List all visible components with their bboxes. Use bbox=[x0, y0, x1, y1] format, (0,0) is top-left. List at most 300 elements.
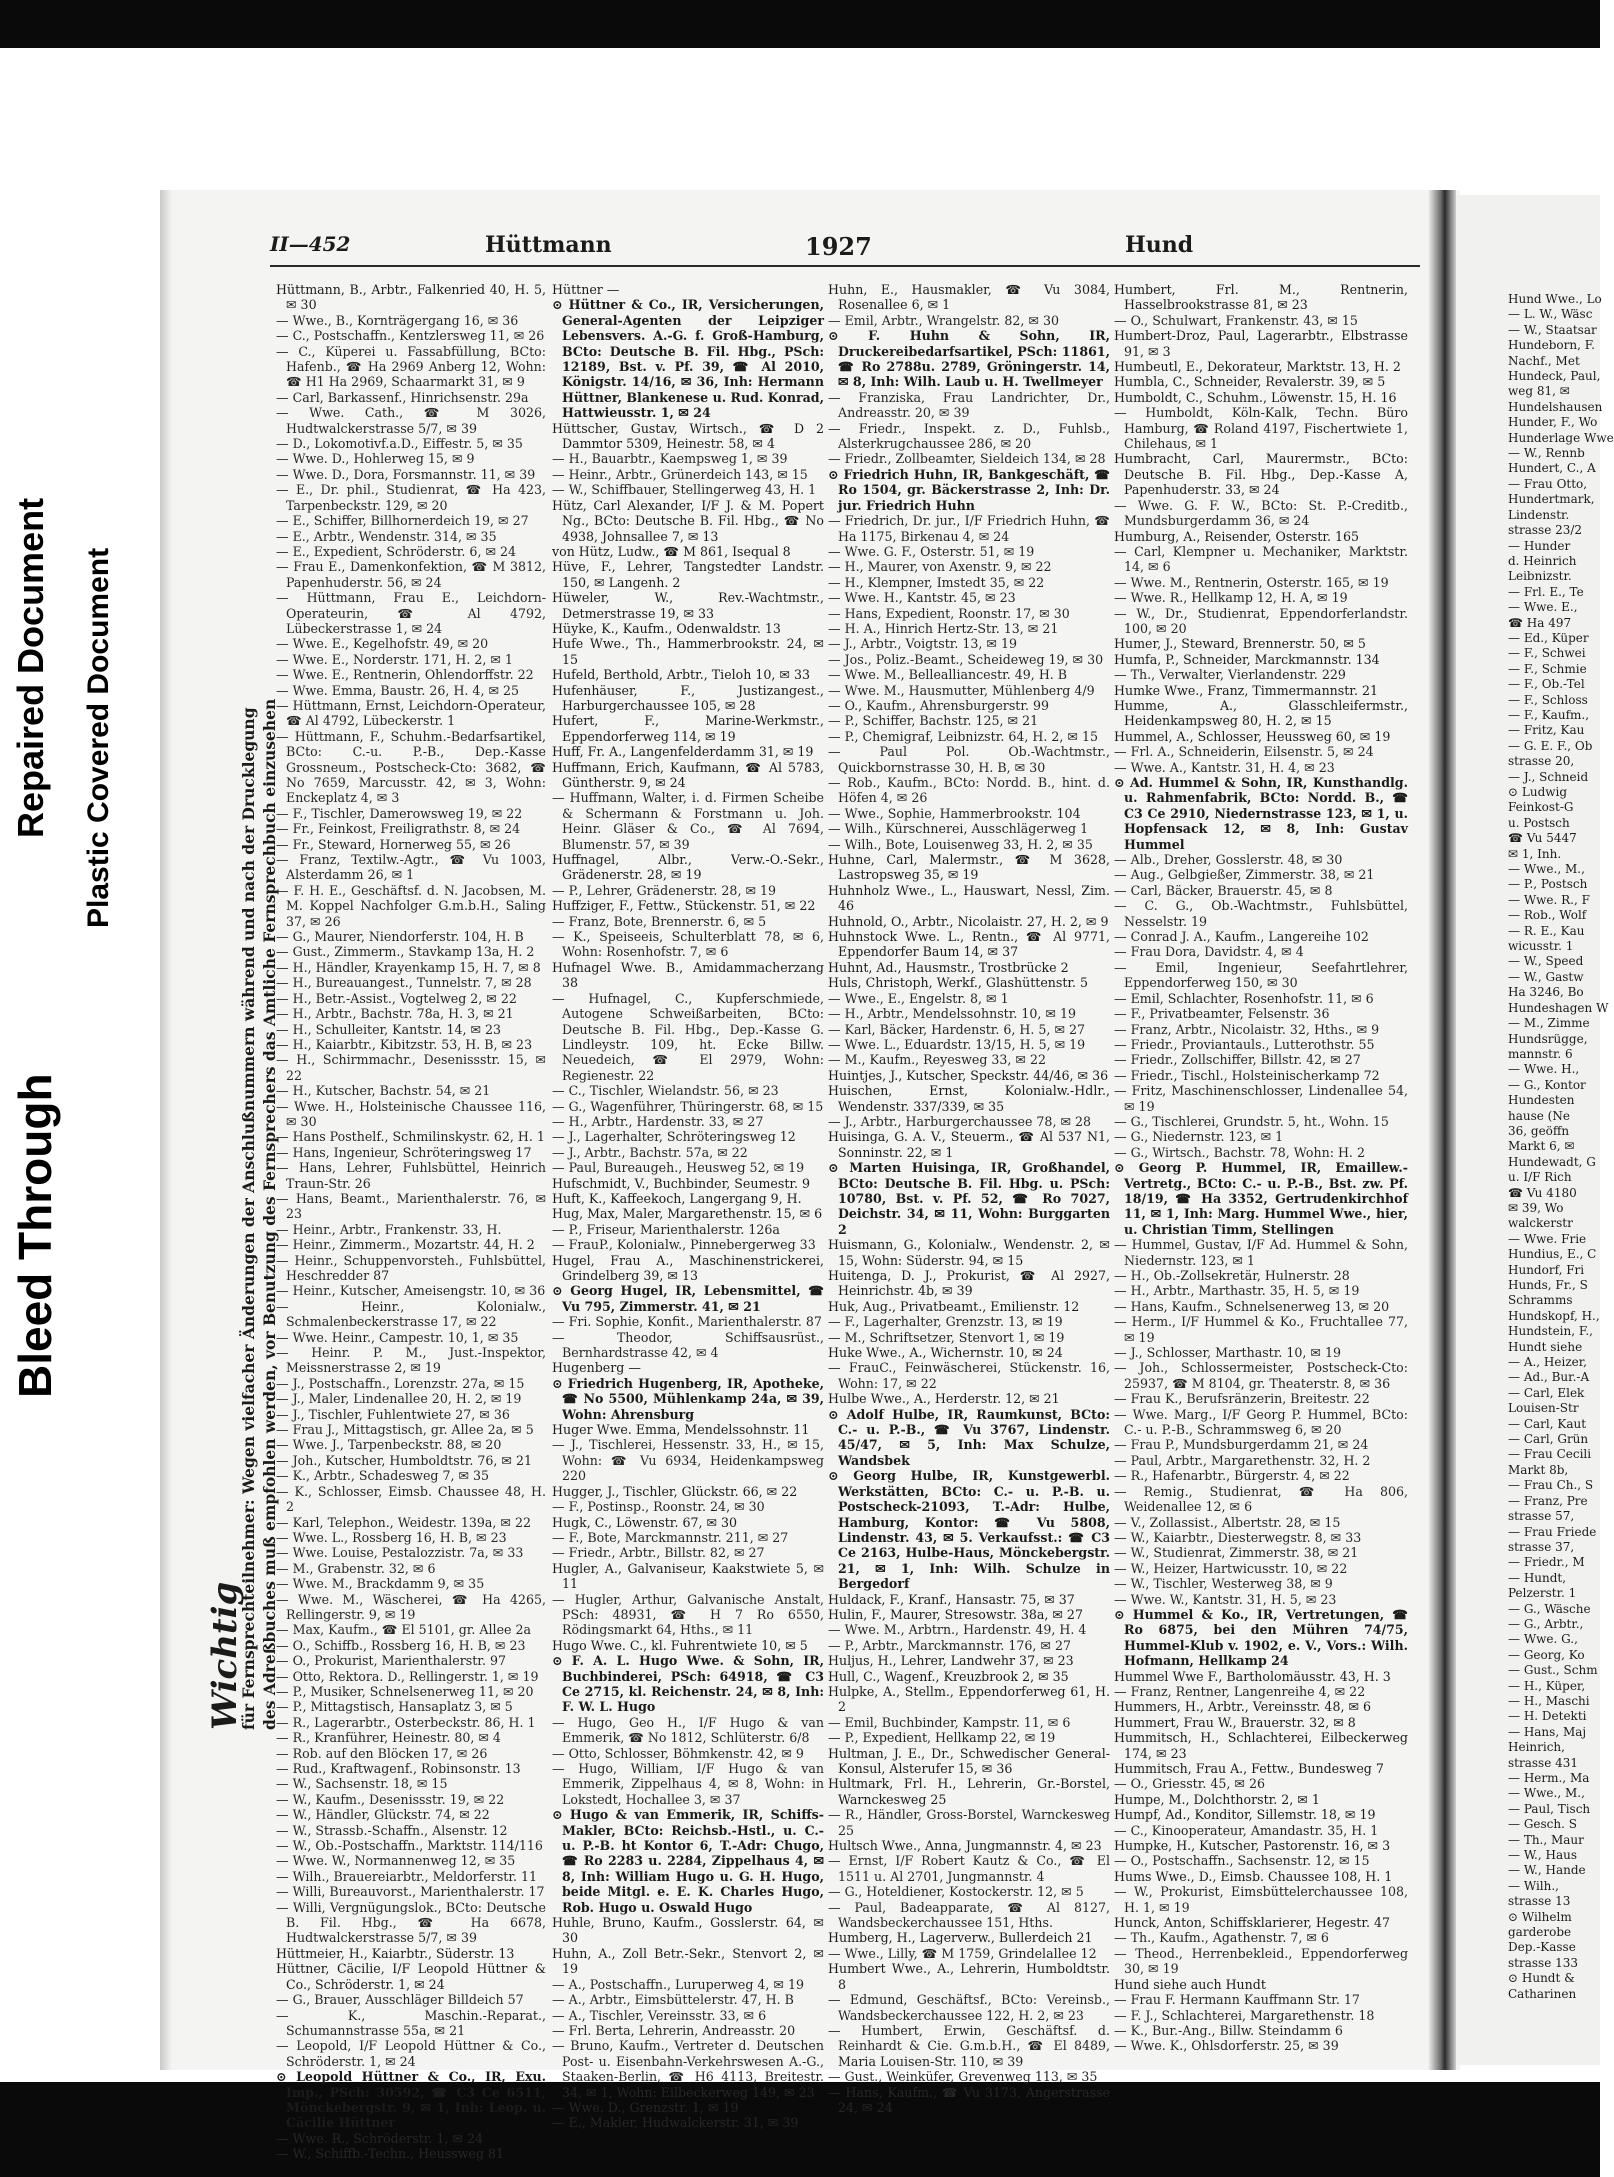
directory-entry: — Wwe. M., Wäscherei, ☎ Ha 4265, Rellingerstr. 9, ✉ 19 bbox=[276, 1591, 546, 1622]
directory-entry: — H., Arbtr., Hardenstr. 33, ✉ 27 bbox=[552, 1113, 764, 1129]
directory-entry: Huljus, H., Lehrer, Landwehr 37, ✉ 23 bbox=[828, 1653, 1074, 1669]
directory-entry: — Franz, Arbtr., Nicolaistr. 32, Hths., ✉ 9 bbox=[1114, 1021, 1380, 1037]
directory-entry: — Herm., I/F Hummel & Ko., Fruchtallee 77, ✉ 19 bbox=[1114, 1314, 1408, 1345]
directory-entry: — Wwe. Cath., ☎ M 3026, Hudtwalckerstrasse 5/7, ✉ 39 bbox=[276, 405, 546, 436]
directory-entry: — Wwe., B., Kornträgergang 16, ✉ 36 bbox=[276, 312, 519, 328]
next-page-entry: strasse 23/2 bbox=[1508, 523, 1583, 538]
directory-entry: — J., Tischler, Fuhlentwiete 27, ✉ 36 bbox=[276, 1406, 510, 1422]
next-page-entry: ☎ Vu 5447 bbox=[1508, 831, 1577, 846]
next-page-entry: — Ed., Küper bbox=[1508, 630, 1589, 645]
next-page-entry: Louisen-Str bbox=[1508, 1401, 1579, 1416]
directory-entry: Hüyke, K., Kaufm., Odenwaldstr. 13 bbox=[552, 620, 781, 636]
next-page-entry: — Th., Maur bbox=[1508, 1832, 1584, 1847]
directory-entry: — Friedr., Zollbeamter, Sieldeich 134, ✉ 28 bbox=[828, 451, 1106, 467]
next-page-entry: Ha 3246, Bo bbox=[1508, 985, 1584, 1000]
directory-entry: — Fritz, Maschinenschlosser, Lindenallee 54, ✉ 19 bbox=[1114, 1083, 1408, 1114]
directory-entry: — Wwe., Lilly, ☎ M 1759, Grindelallee 12 bbox=[828, 1945, 1097, 1961]
directory-entry: — Hüttmann, Ernst, Leichdorn-Operateur, ☎ Al 4792, Lübeckerstr. 1 bbox=[276, 697, 547, 729]
directory-entry: Hugk, C., Löwenstr. 67, ✉ 30 bbox=[552, 1514, 738, 1530]
directory-entry: — Theodor, Schiffsausrüst., Bernhardstrasse 42, ✉ 4 bbox=[552, 1329, 824, 1361]
next-page-entry: Pelzerstr. 1 bbox=[1508, 1586, 1577, 1601]
directory-entry: — E., Makler, Hudwalckerstr. 31, ✉ 39 bbox=[552, 2115, 799, 2131]
directory-entry: — Franz, Bote, Brennerstr. 6, ✉ 5 bbox=[552, 913, 767, 929]
directory-entry: Humme, A., Glasschleifermstr., Heidenkampsweg 80, H. 2, ✉ 15 bbox=[1114, 697, 1408, 729]
directory-entry: Huffnagel, Albr., Verw.-O.-Sekr., Grädenerstr. 28, ✉ 19 bbox=[552, 852, 824, 883]
next-page-entry: — Frl. E., Te bbox=[1508, 584, 1584, 599]
next-page-entry: Hundewadt, G bbox=[1508, 1154, 1596, 1169]
directory-entry: Humbert-Droz, Paul, Lagerarbtr., Elbstrasse 91, ✉ 3 bbox=[1114, 328, 1408, 359]
directory-entry: — Rob. auf den Blöcken 17, ✉ 26 bbox=[276, 1745, 488, 1761]
directory-entry: — Huffmann, Walter, i. d. Firmen Scheibe & Schermann & Forstmann u. Joh. Heinr. Gläser & Co., ☎ Al 7694, Blumenstr. 57, ✉ 39 bbox=[552, 790, 824, 852]
directory-entry: — Friedrich, Dr. jur., I/F Friedrich Huhn, ☎ Ha 1175, Birkenau 4, ✉ 24 bbox=[828, 513, 1110, 544]
directory-entry: Hüttner, Cäcilie, I/F Leopold Hüttner & Co., Schröderstr. 1, ✉ 24 bbox=[276, 1961, 546, 1992]
directory-entry: — Wwe. A., Kantstr. 31, H. 4, ✉ 23 bbox=[1114, 759, 1335, 775]
directory-entry: — Wwe. D., Dora, Forsmannstr. 11, ✉ 39 bbox=[276, 466, 536, 482]
next-page-entry: Dep.-Kasse bbox=[1508, 1940, 1576, 1955]
directory-entry: Humbert, Frl. M., Rentnerin, Hasselbrookstrasse 81, ✉ 23 bbox=[1114, 282, 1408, 313]
directory-entry: — G., Niedernstr. 123, ✉ 1 bbox=[1114, 1129, 1284, 1145]
next-page-entry: — Hans, Maj bbox=[1508, 1724, 1587, 1739]
directory-entry: Hüttmeier, H., Kaiarbtr., Süderstr. 13 bbox=[276, 1945, 515, 1961]
directory-entry: — Ernst, I/F Robert Kautz & Co., ☎ El 1511 u. Al 2701, Jungmannstr. 4 bbox=[828, 1853, 1110, 1884]
directory-entry: — Hans, Lehrer, Fuhlsbüttel, Heinrich Traun-Str. 26 bbox=[276, 1160, 546, 1191]
note-repaired-document: Repaired Document bbox=[10, 497, 51, 838]
directory-entry: — Hummel, Gustav, I/F Ad. Hummel & Sohn, Niedernstr. 123, ✉ 1 bbox=[1114, 1237, 1408, 1268]
directory-entry: — H., Ob.-Zollsekretär, Hulnerstr. 28 bbox=[1114, 1268, 1350, 1283]
directory-entry: — O., Schulwart, Frankenstr. 43, ✉ 15 bbox=[1114, 312, 1358, 328]
directory-entry: Huhnholz Wwe., L., Hauswart, Nessl, Zim. 46 bbox=[828, 882, 1110, 914]
next-page-entry: u. I/F Rich bbox=[1508, 1170, 1572, 1185]
directory-entry: — Frau E., Damenkonfektion, ☎ M 3812, Papenhuderstr. 56, ✉ 24 bbox=[276, 559, 546, 590]
directory-entry: — D., Lokomotivf.a.D., Eiffestr. 5, ✉ 35 bbox=[276, 436, 523, 452]
directory-entry: — C., Tischler, Wielandstr. 56, ✉ 23 bbox=[552, 1083, 779, 1099]
directory-entry: — W., Studienrat, Zimmerstr. 38, ✉ 21 bbox=[1114, 1545, 1359, 1561]
directory-entry: ⊙ F. A. L. Hugo Wwe. & Sohn, IR, Buchbinderei, PSch: 64918, ☎ C3 Ce 2715, kl. Reichenstr. 24, ✉ 8, Inh: F. W. L. Hugo bbox=[552, 1653, 824, 1715]
directory-entry: — Willi, Vergnügungslok., BCto: Deutsche B. Fil. Hbg., ☎ Ha 6678, Hudtwalckerstrasse 5/7, ✉ 39 bbox=[276, 1899, 546, 1946]
directory-entry: — Friedr., Tischl., Holsteinischerkamp 72 bbox=[1114, 1067, 1380, 1083]
directory-entry: — Wwe. E., Norderstr. 171, H. 2, ✉ 1 bbox=[276, 651, 513, 667]
directory-entry: Huhne, Carl, Malermstr., ☎ M 3628, Lastropsweg 35, ✉ 19 bbox=[828, 852, 1110, 883]
directory-entry: — Heinr. P. M., Just.-Inspektor, Meissnerstrasse 2, ✉ 19 bbox=[276, 1345, 546, 1376]
notice-title: Wichtig bbox=[205, 1581, 245, 1730]
next-page-entry: — G., Wäsche bbox=[1508, 1601, 1591, 1616]
directory-entry: Hüttscher, Gustav, Wirtsch., ☎ D 2 Dammtor 5309, Heinestr. 58, ✉ 4 bbox=[552, 420, 824, 452]
directory-entry: — J., Arbtr., Voigtstr. 13, ✉ 19 bbox=[828, 636, 1018, 652]
next-page-entry: — Friedr., M bbox=[1508, 1555, 1585, 1570]
directory-entry: Huintjes, J., Kutscher, Speckstr. 44/46, ✉ 36 bbox=[828, 1067, 1109, 1083]
directory-entry: — H., Bureauangest., Tunnelstr. 7, ✉ 28 bbox=[276, 975, 532, 991]
directory-entry: Hufe Wwe., Th., Hammerbrookstr. 24, ✉ 15 bbox=[552, 636, 824, 667]
next-page-entry: Heinrich, bbox=[1508, 1740, 1565, 1755]
directory-entry: — Gust., Weinküfer, Grevenweg 113, ✉ 35 bbox=[828, 2069, 1098, 2085]
next-page-entry: Hundesten bbox=[1508, 1093, 1575, 1108]
next-page-entry: Lindenstr. bbox=[1508, 507, 1570, 522]
directory-entry: Hufeld, Berthold, Arbtr., Tieloh 10, ✉ 33 bbox=[552, 667, 810, 683]
directory-entry: — Paul, Badeapparate, ☎ Al 8127, Wandsbeckerchaussee 151, Hths. bbox=[828, 1899, 1110, 1931]
directory-entry: — H., Maurer, von Axenstr. 9, ✉ 22 bbox=[828, 559, 1052, 575]
next-page-entry: Hundeck, Paul, bbox=[1508, 369, 1601, 384]
directory-entry: — Hans, Kaufm., ☎ Vu 3173, Angerstrasse 24, ✉ 24 bbox=[828, 2084, 1110, 2115]
directory-entry: Huhn, E., Hausmakler, ☎ Vu 3084, Rosenallee 6, ✉ 1 bbox=[828, 282, 1110, 313]
directory-entry: — H., Arbtr., Mendelssohnstr. 10, ✉ 19 bbox=[828, 1006, 1076, 1022]
directory-entry: — Wwe. H., Kantstr. 45, ✉ 23 bbox=[828, 590, 1016, 606]
next-page-entry: — Frau Otto, bbox=[1508, 476, 1588, 491]
next-page-entry: — Wwe. H., bbox=[1508, 1062, 1580, 1077]
directory-entry: Humpke, H., Kutscher, Pastorenstr. 16, ✉ 3 bbox=[1114, 1838, 1391, 1854]
next-page-entry: Hundsrügge, bbox=[1508, 1031, 1588, 1046]
overlay-notes bbox=[0, 48, 150, 2082]
directory-entry: — R., Lagerarbtr., Osterbeckstr. 86, H. 1 bbox=[276, 1714, 536, 1730]
next-page-entry: — P., Postsch bbox=[1508, 877, 1588, 892]
directory-entry: — M., Grabenstr. 32, ✉ 6 bbox=[276, 1560, 436, 1576]
directory-entry: Humberg, H., Lagerverw., Bullerdeich 21 bbox=[828, 1930, 1093, 1946]
directory-entry: ⊙ Leopold Hüttner & Co., IR, Exu. Imp., PSch: 30592, ☎ C3 Ce 6511, Mönckebergstr. 9, ✉ 1, Inh: Leop. u. Cäcilie Hüttner bbox=[276, 2069, 546, 2131]
directory-entry: — Wwe. R., Hellkamp 12, H. A, ✉ 19 bbox=[1114, 590, 1348, 606]
directory-column-1 bbox=[276, 282, 547, 2162]
next-page-entry: — R. E., Kau bbox=[1508, 923, 1585, 938]
next-page-entry: — Carl, Kaut bbox=[1508, 1416, 1587, 1431]
directory-entry: — Wwe. M., Bellealliancestr. 49, H. B bbox=[828, 667, 1068, 683]
directory-entry: — Theod., Herrenbekleid., Eppendorferweg 30, ✉ 19 bbox=[1114, 1945, 1408, 1977]
directory-entry: Huldack, F., Kranf., Hansastr. 75, ✉ 37 bbox=[828, 1591, 1075, 1607]
directory-entry: — Wwe. L., Eduardstr. 13/15, H. 5, ✉ 19 bbox=[828, 1036, 1086, 1052]
directory-entry: — P., Schiffer, Bachstr. 125, ✉ 21 bbox=[828, 713, 1039, 729]
next-page-entry: Leibnizstr. bbox=[1508, 569, 1572, 584]
header-rule bbox=[270, 265, 1420, 267]
directory-entry: Huke Wwe., A., Wichernstr. 10, ✉ 24 bbox=[828, 1345, 1063, 1361]
directory-entry: Hulin, F., Maurer, Stresowstr. 38a, ✉ 27 bbox=[828, 1606, 1083, 1622]
directory-entry: — Wwe. E., Rentnerin, Ohlendorffstr. 22 bbox=[276, 667, 534, 683]
directory-entry: — Hans Posthelf., Schmilinskystr. 62, H. 1 bbox=[276, 1129, 545, 1145]
directory-entry: — O., Schiffb., Rossberg 16, H. B, ✉ 23 bbox=[276, 1637, 526, 1653]
directory-entry: Hüweler, W., Rev.-Wachtmstr., Detmerstrasse 19, ✉ 33 bbox=[552, 590, 824, 621]
directory-entry: — H., Händler, Krayenkamp 15, H. 7, ✉ 8 bbox=[276, 959, 541, 975]
directory-entry: — Edmund, Geschäftsf., BCto: Vereinsb., Wandsbeckerchaussee 122, H. 2, ✉ 23 bbox=[828, 1992, 1110, 2023]
directory-entry: — F., Postinsp., Roonstr. 24, ✉ 30 bbox=[552, 1499, 765, 1515]
directory-entry: — Hans, Kaufm., Schnelsenerweg 13, ✉ 20 bbox=[1114, 1298, 1390, 1314]
directory-entry: — Otto, Rektora. D., Rellingerstr. 1, ✉ 19 bbox=[276, 1668, 539, 1684]
directory-entry: — F., Privatbeamter, Felsenstr. 36 bbox=[1114, 1006, 1330, 1022]
directory-entry: — Th., Verwalter, Vierlandenstr. 229 bbox=[1114, 667, 1346, 683]
directory-entry: — Heinr., Schuppenvorsteh., Fuhlsbüttel, Heschredder 87 bbox=[276, 1252, 546, 1283]
directory-entry: — Wwe. W., Kantstr. 31, H. 5, ✉ 23 bbox=[1114, 1591, 1337, 1607]
directory-entry: Huischen, Ernst, Kolonialw.-Hdlr., Wendenstr. 337/339, ✉ 35 bbox=[828, 1083, 1110, 1114]
next-page-entry: — Frau Friede bbox=[1508, 1524, 1597, 1539]
next-page-entry: — Wilh., bbox=[1508, 1878, 1559, 1893]
directory-entry: — Bruno, Kaufm., Vertreter d. Deutschen Post- u. Eisenbahn-Verkehrswesen A.-G., Staaken-Berlin, ☎ H6 4113, Breitestr. 34, ✉ 1, Wohn: Eilbeckerweg 149, ✉ 23 bbox=[552, 2038, 824, 2100]
directory-entry: — E., Schiffer, Billhornerdeich 19, ✉ 27 bbox=[276, 513, 529, 529]
directory-entry: Humbeutl, E., Dekorateur, Marktstr. 13, H. 2 bbox=[1114, 359, 1401, 375]
directory-entry: Hummers, H., Arbtr., Vereinsstr. 48, ✉ 6 bbox=[1114, 1699, 1372, 1715]
directory-entry: Humfa, P., Schneider, Marckmannstr. 134 bbox=[1114, 651, 1380, 667]
directory-entry: — W., Schiffbauer, Stellingerweg 43, H. 1 bbox=[552, 482, 817, 498]
directory-entry: — W., Kaufm., Desenissstr. 19, ✉ 22 bbox=[276, 1791, 505, 1807]
directory-entry: Humbert Wwe., A., Lehrerin, Humboldtstr. 8 bbox=[828, 1961, 1110, 1992]
next-page-entry: 36, geöffn bbox=[1508, 1123, 1570, 1138]
directory-entry: — Friedr., Proviantauls., Lutterothstr. 55 bbox=[1114, 1036, 1375, 1052]
directory-entry: — Wwe. D., Grenzstr. 1, ✉ 19 bbox=[552, 2099, 739, 2115]
directory-entry: Huffmann, Erich, Kaufmann, ☎ Al 5783, Güntherstr. 9, ✉ 24 bbox=[552, 759, 824, 790]
next-page-entry: Hundert, C., A bbox=[1508, 461, 1596, 476]
directory-entry: — F. H. E., Geschäftsf. d. N. Jacobsen, M. M. Koppel Nachfolger G.m.b.H., Saling 37, ✉ 26 bbox=[276, 882, 546, 929]
directory-entry: — A., Tischler, Vereinsstr. 33, ✉ 6 bbox=[552, 2007, 767, 2023]
directory-entry: Huhnt, Ad., Hausmstr., Trostbrücke 2 bbox=[828, 959, 1069, 975]
directory-entry: — Emil, Ingenieur, Seefahrtlehrer, Eppendorferweg 150, ✉ 30 bbox=[1114, 959, 1408, 991]
directory-entry: — Aug., Gelbgießer, Zimmerstr. 38, ✉ 21 bbox=[1114, 867, 1375, 883]
directory-entry: Hugo Wwe. C., kl. Fuhrentwiete 10, ✉ 5 bbox=[552, 1637, 808, 1653]
directory-entry: Hummitsch, H., Schlachterei, Eilbeckerweg 174, ✉ 23 bbox=[1114, 1730, 1408, 1761]
directory-entry: — Emil, Buchbinder, Kampstr. 11, ✉ 6 bbox=[828, 1714, 1071, 1730]
notice-line-1: für Fernsprechteilnehmer: Wegen vielfacher Änderungen der Anschlußnummern während und nach der Drucklegung bbox=[239, 707, 258, 1730]
directory-entry: — P., Expedient, Hellkamp 22, ✉ 19 bbox=[828, 1730, 1056, 1746]
directory-entry: Hufert, F., Marine-Werkmstr., Eppendorferweg 114, ✉ 19 bbox=[552, 713, 824, 744]
directory-entry: — Hüttmann, Frau E., Leichdorn-Operateurin, ☎ Al 4792, Lübeckerstrasse 1, ✉ 24 bbox=[276, 590, 546, 636]
next-page-entry: — F., Schwei bbox=[1508, 646, 1586, 661]
directory-entry: — A., Postschaffn., Luruperweg 4, ✉ 19 bbox=[552, 1976, 805, 1992]
next-page-entry: strasse 133 bbox=[1508, 1955, 1579, 1970]
directory-entry: — Frau F. Hermann Kauffmann Str. 17 bbox=[1114, 1992, 1360, 2008]
directory-entry: — Heinr., Kutscher, Ameisengstr. 10, ✉ 36 bbox=[276, 1283, 546, 1299]
next-page-entry: strasse 431 bbox=[1508, 1755, 1579, 1770]
directory-entry: — J., Postschaffn., Lorenzstr. 27a, ✉ 15 bbox=[276, 1375, 525, 1391]
next-page-entry: — Georg, Ko bbox=[1508, 1647, 1585, 1662]
note-bleed-through: Bleed Through bbox=[9, 1073, 61, 1398]
directory-entry: — Heinr., Kolonialw., Schmalenbeckerstrasse 17, ✉ 22 bbox=[276, 1298, 546, 1330]
directory-entry: — Franz, Rentner, Langenreihe 4, ✉ 22 bbox=[1114, 1683, 1366, 1699]
directory-entry: — Wwe. L., Rossberg 16, H. B, ✉ 23 bbox=[276, 1529, 507, 1545]
directory-entry: — Wilh., Kürschnerei, Ausschlägerweg 1 bbox=[828, 821, 1089, 837]
directory-entry: — W., Dr., Studienrat, Eppendorferlandstr. 100, ✉ 20 bbox=[1114, 605, 1408, 636]
directory-entry: — H., Bauarbtr., Kaempsweg 1, ✉ 39 bbox=[552, 451, 788, 467]
directory-entry: — Wwe. M., Hausmutter, Mühlenberg 4/9 bbox=[828, 682, 1095, 698]
directory-entry: Hummel Wwe F., Bartholomäusstr. 43, H. 3 bbox=[1114, 1668, 1391, 1684]
directory-entry: ⊙ Hüttner & Co., IR, Versicherungen, General-Agenten der Leipziger Lebensvers. A.-G. f. Groß-Hamburg, BCto: Deutsche B. Fil. Hbg., PSch: 12189, Bst. v. Pf. 39, ☎ Al 2010, Königstr. 14/16, ✉ 36, Inh: Hermann Hüttner, Blankenese u. Rud. Konrad, Hattwieusstr. 1, ✉ 24 bbox=[552, 297, 824, 421]
directory-entry: Hummel, A., Schlosser, Heussweg 60, ✉ 19 bbox=[1114, 728, 1391, 744]
directory-entry: Hultmark, Frl. H., Lehrerin, Gr.-Borstel, Warnckesweg 25 bbox=[828, 1776, 1110, 1807]
directory-entry: — Gust., Zimmerm., Stavkamp 13a, H. 2 bbox=[276, 944, 535, 960]
next-page-entry: — Gust., Schm bbox=[1508, 1663, 1598, 1678]
directory-entry: — Wwe. Emma, Baustr. 26, H. 4, ✉ 25 bbox=[276, 682, 520, 698]
next-page-entry: Nachf., Met bbox=[1508, 353, 1580, 368]
directory-entry: — Remig., Studienrat, ☎ Ha 806, Weidenallee 12, ✉ 6 bbox=[1114, 1483, 1408, 1515]
directory-entry: — Frl. Berta, Lehrerin, Andreasstr. 20 bbox=[552, 2022, 796, 2038]
directory-entry: — Conrad J. A., Kaufm., Langereihe 102 bbox=[1114, 929, 1369, 945]
directory-entry: — H., Arbtr., Bachstr. 78a, H. 3, ✉ 21 bbox=[276, 1006, 514, 1022]
next-page-entry: Hundt siehe bbox=[1508, 1339, 1583, 1354]
directory-entry: — K., Bur.-Ang., Billw. Steindamm 6 bbox=[1114, 2022, 1343, 2038]
directory-entry: Huk, Aug., Privatbeamt., Emilienstr. 12 bbox=[828, 1298, 1080, 1314]
next-page-entry: u. Postsch bbox=[1508, 815, 1570, 830]
next-page-entry: — M., Zimme bbox=[1508, 1016, 1590, 1031]
directory-entry: Hugger, J., Tischler, Glückstr. 66, ✉ 22 bbox=[552, 1483, 798, 1499]
directory-entry: — Frau Dora, Davidstr. 4, ✉ 4 bbox=[1114, 944, 1304, 960]
directory-entry: — Heinr., Arbtr., Frankenstr. 33, H. bbox=[276, 1221, 502, 1237]
page-edge-shadow bbox=[160, 190, 172, 2070]
directory-entry: — Hans, Beamt., Marienthalerstr. 76, ✉ 23 bbox=[276, 1190, 546, 1222]
directory-entry: — Carl, Klempner u. Mechaniker, Marktstr. 14, ✉ 6 bbox=[1114, 543, 1408, 575]
directory-entry: — Alb., Dreher, Gosslerstr. 48, ✉ 30 bbox=[1114, 852, 1343, 868]
directory-entry: Hultman, J. E., Dr., Schwedischer General-Konsul, Alsterufer 15, ✉ 36 bbox=[828, 1745, 1110, 1776]
directory-entry: — Paul, Bureaugeh., Heusweg 52, ✉ 19 bbox=[552, 1160, 805, 1176]
directory-entry: — Paul, Arbtr., Margarethenstr. 32, H. 2 bbox=[1114, 1452, 1371, 1468]
next-page-entry: Hunds, Fr., S bbox=[1508, 1278, 1588, 1292]
directory-entry: — Frau J., Mittagstisch, gr. Allee 2a, ✉ 5 bbox=[276, 1422, 534, 1438]
directory-entry: — FrauP., Kolonialw., Pinnebergerweg 33 bbox=[552, 1237, 816, 1253]
directory-entry: — Joh., Kutscher, Humboldtstr. 76, ✉ 21 bbox=[276, 1452, 532, 1468]
directory-entry: Hulpke, A., Stellm., Eppendorferweg 61, H. 2 bbox=[828, 1683, 1110, 1715]
directory-entry: ⊙ Adolf Hulbe, IR, Raumkunst, BCto: C.- u. P.-B., ☎ Vu 3767, Lindenstr. 45/47, ✉ 5, Inh: Max Schulze, Wandsbek bbox=[828, 1406, 1110, 1468]
directory-entry: ⊙ Georg Hulbe, IR, Kunstgewerbl. Werkstätten, BCto: C.- u. P.-B. u. Postscheck-21093, T.-Adr: Hulbe, Hamburg, Kontor: ☎ Vu 5808, Lindenstr. 43, ✉ 5. Verkaufsst.: ☎ C3 Ce 2163, Hulbe-Haus, Mönckebergstr. 21, ✉ 1, Inh: Wilh. Schulze in Bergedorf bbox=[828, 1468, 1110, 1592]
directory-entry: Hunck, Anton, Schiffsklarierer, Hegestr. 47 bbox=[1114, 1915, 1391, 1931]
directory-entry: — C., Postschaffn., Kentzlersweg 11, ✉ 26 bbox=[276, 328, 545, 344]
next-page-entry: — Wwe. R., F bbox=[1508, 892, 1590, 907]
directory-entry: — Wwe. J., Tarpenbeckstr. 88, ✉ 20 bbox=[276, 1437, 502, 1453]
directory-entry: — R., Hafenarbtr., Bürgerstr. 4, ✉ 22 bbox=[1114, 1468, 1350, 1484]
directory-entry: — Leopold, I/F Leopold Hüttner & Co., Schröderstr. 1, ✉ 24 bbox=[276, 2038, 546, 2069]
next-page-entry: Hund Wwe., Lo bbox=[1508, 292, 1602, 306]
directory-entry: Huhn, A., Zoll Betr.-Sekr., Stenvort 2, ✉ 19 bbox=[552, 1945, 824, 1977]
directory-entry: — H., Arbtr., Marthastr. 35, H. 5, ✉ 19 bbox=[1114, 1283, 1360, 1299]
directory-entry: — P., Chemigraf, Leibnizstr. 64, H. 2, ✉ 15 bbox=[828, 728, 1098, 744]
directory-entry: — K., Arbtr., Schadesweg 7, ✉ 35 bbox=[276, 1468, 490, 1484]
directory-entry: — Wilh., Bote, Louisenweg 33, H. 2, ✉ 35 bbox=[828, 836, 1093, 852]
next-page-entry: d. Heinrich bbox=[1508, 553, 1577, 568]
directory-entry: — H., Schulleiter, Kantstr. 14, ✉ 23 bbox=[276, 1021, 502, 1037]
next-page-entry: — W., Staatsar bbox=[1508, 322, 1597, 337]
directory-entry: — F. J., Schlachterei, Margarethenstr. 18 bbox=[1114, 2007, 1375, 2023]
directory-entry: — Emil, Arbtr., Wrangelstr. 82, ✉ 30 bbox=[828, 312, 1060, 328]
directory-entry: — E., Arbtr., Wendenstr. 314, ✉ 35 bbox=[276, 528, 497, 544]
directory-entry: — Wwe., E., Engelstr. 8, ✉ 1 bbox=[828, 990, 1009, 1006]
directory-entry: — Carl, Bäcker, Brauerstr. 45, ✉ 8 bbox=[1114, 882, 1333, 898]
directory-entry: — Wwe. G. F. W., BCto: St. P.-Creditb., Mundsburgerdamm 36, ✉ 24 bbox=[1114, 497, 1408, 529]
directory-entry: Hultsch Wwe., Anna, Jungmannstr. 4, ✉ 23 bbox=[828, 1838, 1102, 1854]
next-page-entry: — F., Kaufm., bbox=[1508, 707, 1590, 722]
next-page-entry: — Rob., Wolf bbox=[1508, 908, 1587, 923]
directory-entry: Humer, J., Steward, Brennerstr. 50, ✉ 5 bbox=[1114, 636, 1366, 652]
next-page-entry: ✉ 1, Inh. bbox=[1508, 846, 1562, 861]
directory-entry: — Rob., Kaufm., BCto: Nordd. B., hint. d. Höfen 4, ✉ 26 bbox=[828, 775, 1110, 806]
directory-entry: — J., Schlosser, Marthastr. 10, ✉ 19 bbox=[1114, 1345, 1341, 1361]
directory-entry: — Willi, Bureauvorst., Marienthalerstr. 17 bbox=[276, 1884, 545, 1900]
directory-entry: Hufnagel Wwe. B., Amidammacherzang 38 bbox=[552, 959, 824, 991]
directory-entry: — Wwe. G. F., Osterstr. 51, ✉ 19 bbox=[828, 543, 1035, 559]
directory-entry: — Otto, Schlosser, Böhmkenstr. 42, ✉ 9 bbox=[552, 1745, 804, 1761]
directory-entry: — J., Arbtr., Harburgerchaussee 78, ✉ 28 bbox=[828, 1113, 1092, 1129]
directory-entry: — W., Sachsenstr. 18, ✉ 15 bbox=[276, 1776, 448, 1792]
directory-entry: — Wwe. Marg., I/F Georg P. Hummel, BCto: C.- u. P.-B., Schrammsweg 6, ✉ 20 bbox=[1114, 1406, 1408, 1438]
directory-entry: — Th., Kaufm., Agathenstr. 7, ✉ 6 bbox=[1114, 1930, 1329, 1946]
next-page-entry: — Hunder bbox=[1508, 538, 1571, 553]
directory-entry: — Franziska, Frau Landrichter, Dr., Andreasstr. 20, ✉ 39 bbox=[828, 389, 1110, 421]
scan-border-top bbox=[0, 0, 1600, 48]
directory-entry: Humpe, M., Dolchthorstr. 2, ✉ 1 bbox=[1114, 1791, 1320, 1807]
next-page-entry: walckerstr bbox=[1508, 1216, 1573, 1231]
next-page-entry: Hundorf, Fri bbox=[1508, 1262, 1585, 1277]
directory-entry: Huff, Fr. A., Langenfelderdamm 31, ✉ 19 bbox=[552, 744, 814, 760]
directory-entry: ⊙ Marten Huisinga, IR, Großhandel, BCto: Deutsche B. Fil. Hbg. u. PSch: 10780, Bst. v. Pf. 52, ☎ Ro 7027, Deichstr. 34, ✉ 11, Wohn: Burggarten 2 bbox=[828, 1160, 1110, 1237]
directory-entry: — C. G., Ob.-Wachtmstr., Fuhlsbüttel, Nesselstr. 19 bbox=[1114, 898, 1408, 929]
next-page-entry: ☎ Vu 4180 bbox=[1508, 1185, 1577, 1200]
directory-entry: Huft, K., Kaffeekoch, Langergang 9, H. bbox=[552, 1190, 802, 1206]
directory-entry: — Jos., Poliz.-Beamt., Scheideweg 19, ✉ 30 bbox=[828, 651, 1104, 667]
directory-entry: — Wwe. M., Rentnerin, Osterstr. 165, ✉ 19 bbox=[1114, 574, 1389, 590]
directory-entry: — Wwe. M., Arbtrn., Hardenstr. 49, H. 4 bbox=[828, 1622, 1087, 1638]
next-page-entry: — Wwe., M., bbox=[1508, 1786, 1585, 1801]
directory-entry: ⊙ Georg P. Hummel, IR, Emaillew.-Vertretg., BCto: C.- u. P.-B., Bst. zw. Pf. 18/19, ☎ Ha 3352, Gertrudenkirchhof 11, ✉ 1, Inh: Marg. Hummel Wwe., hier, u. Christian Timm, Stellingen bbox=[1114, 1160, 1408, 1237]
directory-entry: ⊙ Ad. Hummel & Sohn, IR, Kunsthandlg. u. Rahmenfabrik, BCto: Nordd. B., ☎ C3 Ce 2910, Niedernstrasse 123, ✉ 1, u. Hopfensack 12, ✉ 8, Inh: Gustav Hummel bbox=[1114, 775, 1408, 852]
next-page-entry: — Ad., Bur.-A bbox=[1508, 1370, 1590, 1385]
directory-entry: — Fr., Feinkost, Freiligrathstr. 8, ✉ 24 bbox=[276, 821, 521, 837]
directory-entry: — Hufnagel, C., Kupferschmiede, Autogene Schweißarbeiten, BCto: Deutsche B. Fil. Hbg., Dep.-Kasse G. Lindleystr. 109, ht. Ecke Billw. Neuedeich, ☎ El 2979, Wohn: Regienestr. 22 bbox=[552, 990, 824, 1083]
directory-entry: ⊙ Friedrich Hugenberg, IR, Apotheke, ☎ No 5500, Mühlenkamp 24a, ✉ 39, Wohn: Ahrensburg bbox=[552, 1375, 824, 1422]
directory-entry: Hugler, A., Galvaniseur, Kaakstwiete 5, ✉ 11 bbox=[552, 1560, 824, 1592]
directory-entry: Huismann, G., Kolonialw., Wendenstr. 2, ✉ 15, Wohn: Süderstr. 94, ✉ 15 bbox=[828, 1237, 1110, 1268]
directory-entry: — Fr., Steward, Hornerweg 55, ✉ 26 bbox=[276, 836, 511, 852]
note-plastic-covered: Plastic Covered Document bbox=[82, 547, 115, 928]
directory-entry: — Carl, Barkassenf., Hinrichsenstr. 29a bbox=[276, 389, 529, 405]
last-entry-name: Hund bbox=[1125, 232, 1194, 258]
directory-entry: ⊙ Hugo & van Emmerik, IR, Schiffs-Makler, BCto: Reichsb.-Hstl., u. C.- u. P.-B. ht Kontor 6, T.-Adr: Chugo, ☎ Ro 2283 u. 2284, Zippelhaus 4, ✉ 8, Inh: William Hugo u. G. H. Hugo, beide Mitgl. e. E. K. Charles Hugo, Rob. Hugo u. Oswald Hugo bbox=[552, 1807, 824, 1915]
directory-entry: — F., Bote, Marckmannstr. 211, ✉ 27 bbox=[552, 1529, 789, 1545]
directory-entry: — G., Brauer, Ausschläger Billdeich 57 bbox=[276, 1992, 524, 2008]
directory-entry: — H. A., Hinrich Hertz-Str. 13, ✉ 21 bbox=[828, 620, 1059, 636]
directory-entry: — P., Friseur, Marienthalerstr. 126a bbox=[552, 1221, 780, 1237]
directory-entry: — Hans, Expedient, Roonstr. 17, ✉ 30 bbox=[828, 605, 1070, 621]
directory-entry: Huls, Christoph, Werkf., Glashüttenstr. 5 bbox=[828, 975, 1089, 991]
next-page-entry: — L. W., Wäsc bbox=[1508, 307, 1593, 322]
directory-entry: Hums Wwe., D., Eimsb. Chaussee 108, H. 1 bbox=[1114, 1868, 1393, 1884]
next-page-entry: — Franz, Pre bbox=[1508, 1493, 1588, 1508]
next-page-entry: Catharinen bbox=[1508, 1986, 1577, 2001]
directory-entry: — Friedr., Inspekt. z. D., Fuhlsb., Alsterkrugchaussee 286, ✉ 20 bbox=[828, 420, 1110, 452]
directory-entry: Humbla, C., Schneider, Revalerstr. 39, ✉ 5 bbox=[1114, 374, 1386, 390]
directory-entry: Humpf, Ad., Konditor, Sillemstr. 18, ✉ 19 bbox=[1114, 1807, 1376, 1823]
directory-entry: — O., Prokurist, Marienthalerstr. 97 bbox=[276, 1653, 506, 1669]
directory-entry: Huhnold, O., Arbtr., Nicolaistr. 27, H. 2, ✉ 9 bbox=[828, 913, 1109, 929]
directory-entry: — P., Musiker, Schnelsenerweg 11, ✉ 20 bbox=[276, 1683, 534, 1699]
directory-entry: — W., Tischler, Westerweg 38, ✉ 9 bbox=[1114, 1576, 1333, 1592]
directory-entry: — Paul Pol. Ob.-Wachtmstr., Quickbornstrasse 30, H. B, ✉ 30 bbox=[828, 744, 1110, 775]
directory-entry: Huger Wwe. Emma, Mendelssohnstr. 11 bbox=[552, 1422, 810, 1438]
directory-entry: Hufschmidt, V., Buchbinder, Seumestr. 9 bbox=[552, 1175, 811, 1191]
directory-entry: ⊙ Friedrich Huhn, IR, Bankgeschäft, ☎ Ro 1504, gr. Bäckerstrasse 2, Inh: Dr. jur. Friedrich Huhn bbox=[828, 466, 1110, 513]
directory-entry: — Emil, Schlachter, Rosenhofstr. 11, ✉ 6 bbox=[1114, 990, 1374, 1006]
next-page-entry: strasse 20, bbox=[1508, 754, 1575, 769]
next-page-entry: strasse 57, bbox=[1508, 1509, 1575, 1524]
directory-entry: — C., Kinooperateur, Amandastr. 35, H. 1 bbox=[1114, 1822, 1379, 1838]
directory-entry: Huitenga, D. J., Prokurist, ☎ Al 2927, Heinrichstr. 4b, ✉ 39 bbox=[828, 1268, 1110, 1299]
next-page-entry: Schramms bbox=[1508, 1293, 1573, 1308]
directory-entry: Hugel, Frau A., Maschinenstrickerei, Grindelberg 39, ✉ 13 bbox=[552, 1252, 824, 1283]
directory-entry: — Wwe. M., Brackdamm 9, ✉ 35 bbox=[276, 1576, 485, 1592]
directory-entry: — Wwe. W., Normannenweg 12, ✉ 35 bbox=[276, 1853, 516, 1869]
next-page-entry: strasse 13 bbox=[1508, 1894, 1571, 1909]
directory-entry: Huhle, Bruno, Kaufm., Gosslerstr. 64, ✉ 30 bbox=[552, 1915, 824, 1946]
directory-entry: — M., Schriftsetzer, Stenvort 1, ✉ 19 bbox=[828, 1329, 1065, 1345]
directory-entry: — A., Arbtr., Eimsbüttelerstr. 47, H. B bbox=[552, 1992, 794, 2008]
next-page-entry: — F., Schloss bbox=[1508, 692, 1588, 707]
next-page-entry: — H., Maschi bbox=[1508, 1693, 1590, 1708]
directory-entry: — V., Zollassist., Albertstr. 28, ✉ 15 bbox=[1114, 1514, 1341, 1530]
directory-entry: — F., Lagerhalter, Grenzstr. 13, ✉ 19 bbox=[828, 1314, 1063, 1330]
directory-entry: — Frau P., Mundsburgerdamm 21, ✉ 24 bbox=[1114, 1437, 1369, 1453]
directory-entry: — Wwe. E., Kegelhofstr. 49, ✉ 20 bbox=[276, 636, 489, 652]
directory-entry: — Heinr., Arbtr., Grünerdeich 143, ✉ 15 bbox=[552, 466, 808, 482]
next-page-entry: — Gesch. S bbox=[1508, 1817, 1577, 1832]
directory-entry: — W., Ob.-Postschaffn., Marktstr. 114/116 bbox=[276, 1838, 543, 1854]
next-page-entry: Markt 8b, bbox=[1508, 1462, 1569, 1477]
